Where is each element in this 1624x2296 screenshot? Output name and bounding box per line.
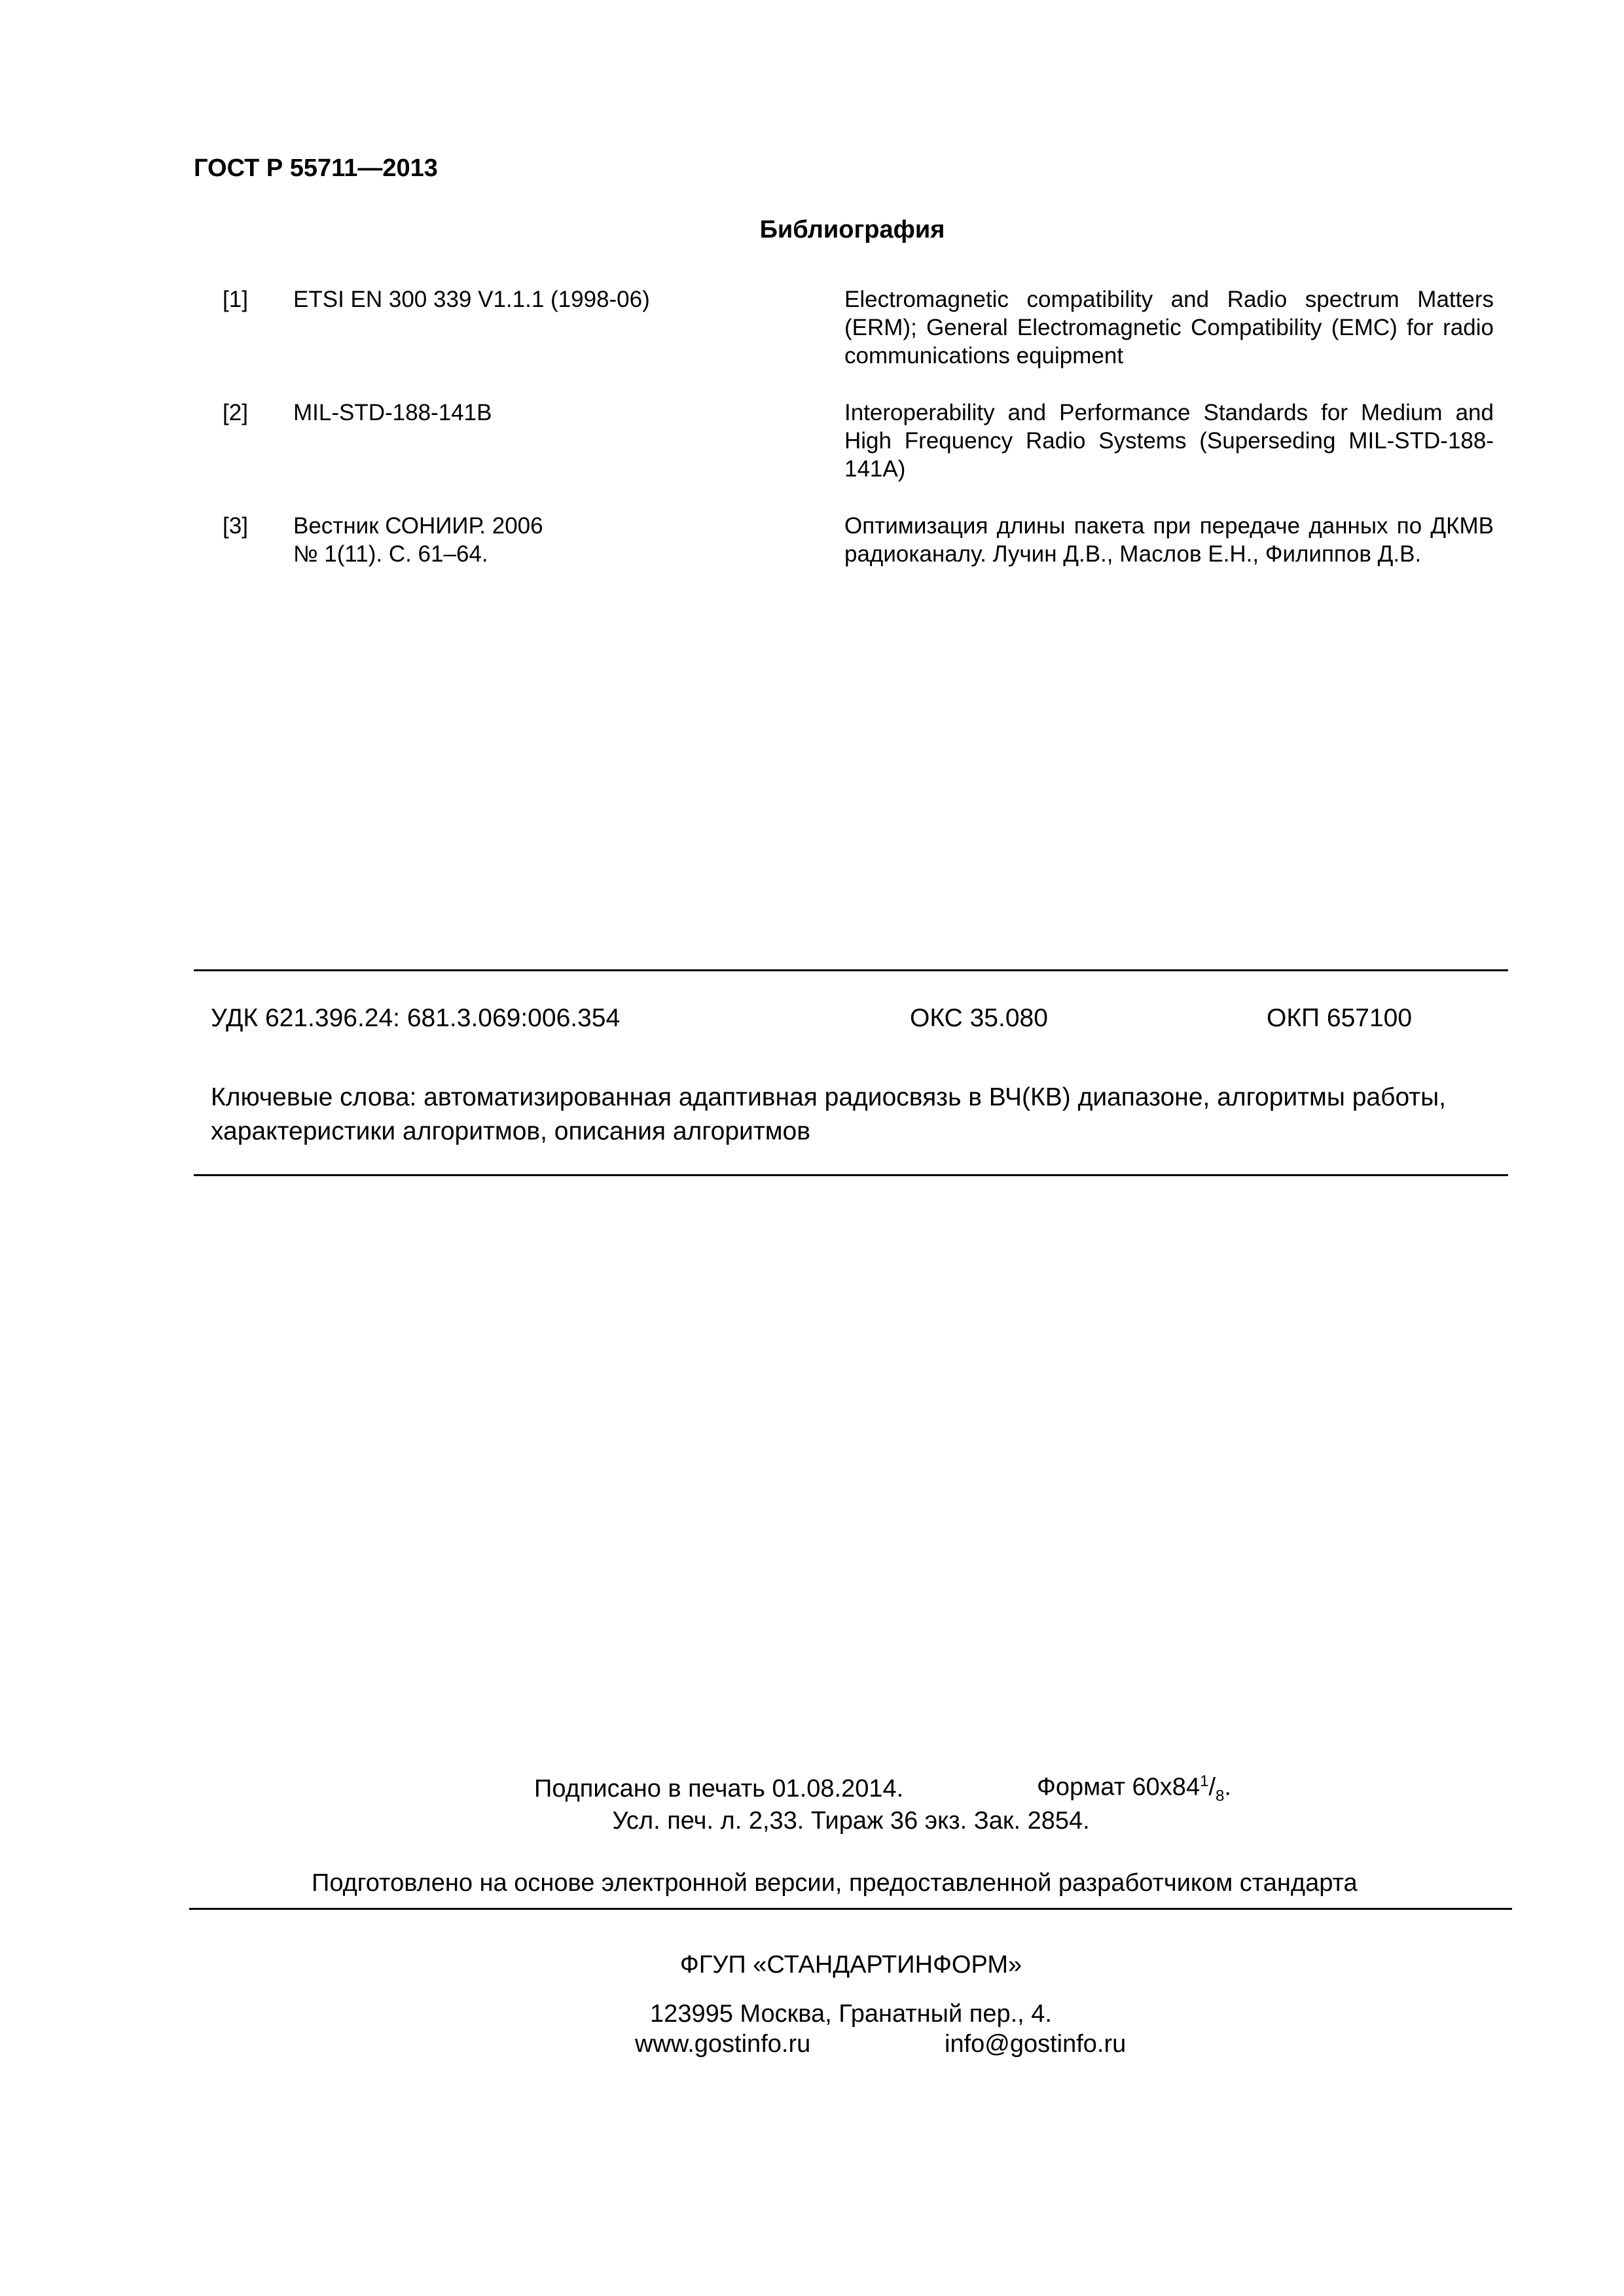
- publisher-website[interactable]: www.gostinfo.ru: [635, 2030, 811, 2058]
- standard-id: ГОСТ Р 55711—2013: [194, 154, 438, 182]
- print-info: Усл. печ. л. 2,33. Тираж 36 экз. Зак. 2854.: [612, 1807, 1090, 1835]
- okp-code: ОКП 657100: [1267, 1004, 1413, 1032]
- format-denominator: 8: [1216, 1787, 1225, 1805]
- ref-source-2: MIL-STD-188-141B: [293, 400, 492, 425]
- format-prefix: Формат 60x84: [1037, 1773, 1200, 1801]
- format-suffix: .: [1224, 1773, 1231, 1801]
- ref-source-3: [293, 512, 817, 568]
- format-numerator: 1: [1200, 1772, 1209, 1790]
- prepared-note: Подготовлено на основе электронной версии, предоставленной разработчиком стандарта: [312, 1869, 1358, 1897]
- divider-imprint: [189, 1908, 1512, 1910]
- ref-number-2: [2]: [223, 400, 248, 425]
- ref-number-3: [3]: [223, 513, 248, 539]
- ref-description-3: Оптимизация длины пакета при передаче данных по ДКМВ радиоканалу. Лучин Д.В., Маслов Е.Н., Филиппов Д.В.: [844, 513, 1494, 567]
- publisher: ФГУП «СТАНДАРТИНФОРМ»: [679, 1951, 1022, 1979]
- ref-source-1: ETSI EN 300 339 V1.1.1 (1998-06): [293, 287, 650, 312]
- keywords: Ключевые слова: автоматизированная адаптивная радиосвязь в ВЧ(КВ) диапазоне, алгоритмы работы, характеристики алгоритмов, описания алгоритмов: [211, 1083, 1447, 1145]
- oks-code: ОКС 35.080: [910, 1004, 1048, 1032]
- publisher-address: 123995 Москва, Гранатный пер., 4.: [650, 2000, 1052, 2028]
- ref-source-3-line-1: Вестник СОНИИР. 2006: [293, 513, 543, 539]
- ref-number-1: [1]: [223, 287, 248, 312]
- print-format: Формат $60x84^1/_8$.: [1037, 1772, 1231, 1805]
- udk-code: УДК 621.396.24: 681.3.069:006.354: [211, 1004, 621, 1032]
- ref-description-1: Electromagnetic compatibility and Radio spectrum Matters (ERM); General Electromagnetic Compatibility (EMC) for radio communications equipment: [844, 287, 1494, 368]
- signed-date: Подписано в печать 01.08.2014.: [534, 1775, 904, 1803]
- divider-top: [194, 969, 1508, 971]
- divider-bottom: [194, 1174, 1508, 1176]
- ref-description-2: Interoperability and Performance Standards for Medium and High Frequency Radio Systems (Superseding MIL-STD-188-141A): [844, 400, 1494, 482]
- bibliography-title: Библиография: [759, 216, 945, 243]
- ref-source-3-line-2: № 1(11). С. 61–64.: [293, 541, 488, 567]
- publisher-email[interactable]: info@gostinfo.ru: [945, 2030, 1127, 2058]
